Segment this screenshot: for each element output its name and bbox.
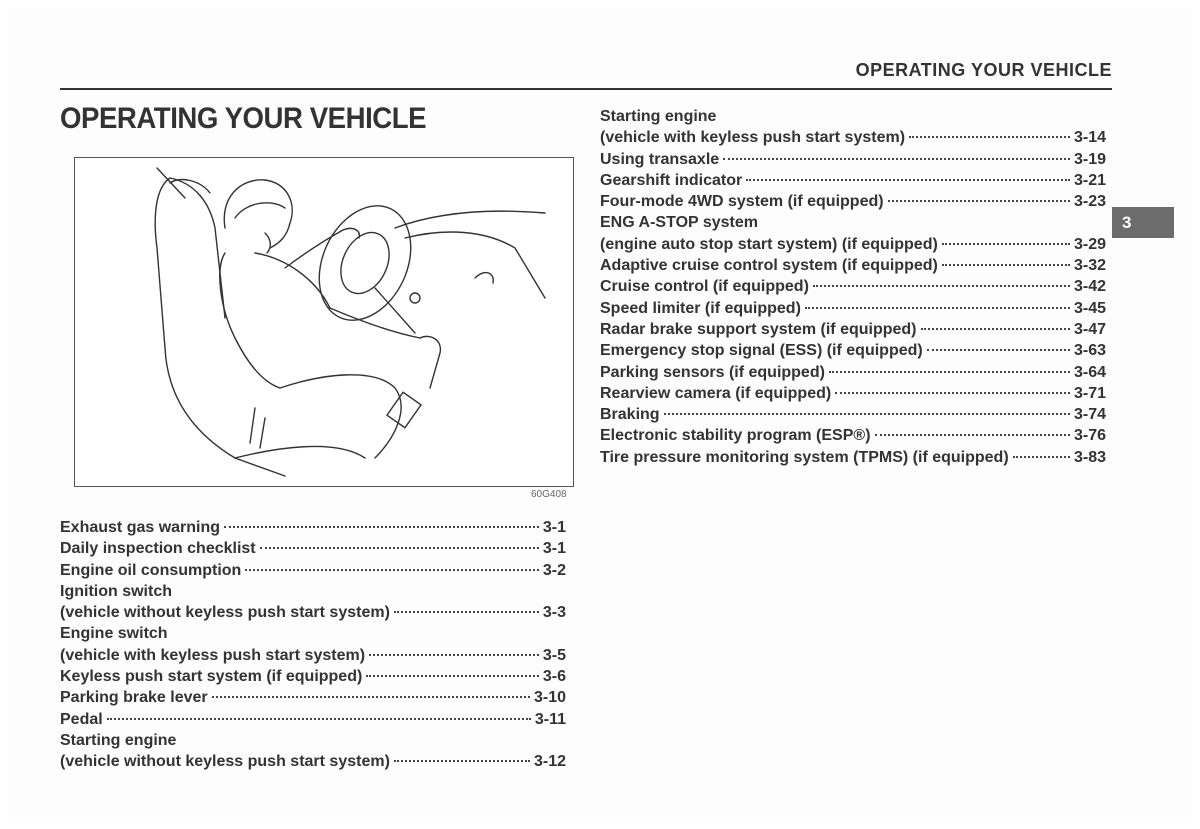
toc-entry-title: Electronic stability program (ESP®) — [600, 427, 871, 445]
toc-entry[interactable] — [60, 560, 566, 581]
toc-entry-page: 3-32 — [1073, 257, 1106, 275]
toc-entry-title: Engine switch — [60, 625, 168, 643]
head-outline — [224, 180, 292, 248]
toc-entry-page: 3-14 — [1073, 129, 1106, 147]
toc-entry-title: Keyless push start system (if equipped) — [60, 668, 363, 686]
leader-dots — [746, 179, 1070, 181]
toc-entry-title: Adaptive cruise control system (if equipped) — [600, 257, 938, 275]
toc-entry-title: (vehicle without keyless push start system) — [60, 753, 390, 771]
toc-entry[interactable] — [600, 212, 1106, 233]
leader-dots — [664, 413, 1070, 415]
leader-dots — [888, 200, 1070, 202]
toc-entry-title: Radar brake support system (if equipped) — [600, 320, 917, 338]
toc-entry-title: ENG A-STOP system — [600, 214, 758, 232]
toc-entry-page: 3-29 — [1073, 235, 1106, 253]
leader-dots — [369, 654, 539, 656]
toc-entry-page: 3-64 — [1073, 363, 1106, 381]
toc-entry[interactable] — [60, 730, 566, 751]
leader-dots — [927, 349, 1070, 351]
toc-entry[interactable] — [600, 425, 1106, 446]
toc-entry[interactable] — [60, 581, 566, 602]
toc-entry-title: Parking sensors (if equipped) — [600, 363, 825, 381]
toc-entry-title: Four-mode 4WD system (if equipped) — [600, 193, 884, 211]
toc-entry[interactable] — [60, 517, 566, 538]
leader-dots — [829, 371, 1070, 373]
toc-entry[interactable] — [600, 149, 1106, 170]
toc-entry-title: (vehicle with keyless push start system) — [600, 129, 906, 147]
leader-dots — [875, 434, 1070, 436]
leader-dots — [942, 243, 1070, 245]
toc-entry-page: 3-19 — [1073, 150, 1106, 168]
toc-entry-page: 3-23 — [1073, 193, 1106, 211]
toc-entry-page: 3-74 — [1073, 406, 1106, 424]
toc-entry-title: Pedal — [60, 710, 103, 728]
steering-wheel — [302, 191, 429, 335]
toc-entry-title: Starting engine — [60, 731, 177, 749]
toc-entry[interactable] — [60, 538, 566, 559]
leader-dots — [260, 547, 539, 549]
toc-entry[interactable] — [60, 687, 566, 708]
toc-entry-page: 3-1 — [542, 519, 566, 536]
leader-dots — [394, 611, 539, 613]
toc-entry-page: 3-42 — [1073, 278, 1106, 296]
section-title: OPERATING YOUR VEHICLE — [60, 102, 427, 135]
toc-entry[interactable] — [60, 666, 566, 687]
toc-entry-title: Emergency stop signal (ESS) (if equipped) — [600, 342, 923, 360]
toc-entry[interactable] — [600, 191, 1106, 212]
toc-entry-title: Daily inspection checklist — [60, 540, 256, 558]
leader-dots — [723, 158, 1070, 160]
toc-entry-title: (engine auto stop start system) (if equipped) — [600, 235, 938, 253]
toc-entry-title: Ignition switch — [60, 582, 172, 600]
toc-entry[interactable] — [600, 383, 1106, 404]
leader-dots — [245, 569, 539, 571]
toc-entry-title: Gearshift indicator — [600, 171, 743, 189]
toc-entry-title: Starting engine — [600, 108, 717, 125]
leader-dots — [107, 718, 531, 720]
toc-entry[interactable] — [600, 234, 1106, 255]
toc-entry-title: Exhaust gas warning — [60, 519, 221, 536]
toc-entry-title: Cruise control (if equipped) — [600, 278, 809, 296]
toc-entry-page: 3-1 — [542, 540, 566, 558]
toc-entry-title: (vehicle without keyless push start system) — [60, 604, 390, 622]
toc-entry-page: 3-6 — [542, 668, 566, 686]
toc-entry[interactable] — [600, 127, 1106, 148]
toc-entry[interactable] — [600, 362, 1106, 383]
leader-dots — [224, 526, 539, 528]
toc-entry[interactable] — [600, 255, 1106, 276]
toc-entry-title: Rearview camera (if equipped) — [600, 384, 832, 402]
toc-entry-title: Speed limiter (if equipped) — [600, 299, 801, 317]
toc-entry-page: 3-71 — [1073, 384, 1106, 402]
leader-dots — [942, 264, 1070, 266]
toc-entry[interactable] — [600, 340, 1106, 361]
toc-entry[interactable] — [600, 404, 1106, 425]
toc-entry-title: Engine oil consumption — [60, 561, 242, 579]
toc-entry-page: 3-45 — [1073, 299, 1106, 317]
toc-entry-page: 3-12 — [533, 753, 566, 771]
toc-entry[interactable] — [600, 170, 1106, 191]
leader-dots — [366, 675, 539, 677]
toc-entry[interactable] — [60, 602, 566, 623]
toc-entry-page: 3-47 — [1073, 320, 1106, 338]
leader-dots — [1013, 456, 1070, 458]
chapter-tab[interactable]: 3 — [1112, 207, 1174, 238]
toc-entry-page: 3-11 — [534, 710, 566, 728]
toc-entry[interactable] — [60, 645, 566, 666]
toc-entry[interactable] — [600, 319, 1106, 340]
seat-outline — [155, 178, 285, 476]
toc-entry-page: 3-2 — [542, 561, 566, 579]
toc-entry[interactable] — [600, 106, 1106, 127]
toc-entry-page: 3-83 — [1073, 448, 1106, 466]
leader-dots — [394, 760, 530, 762]
driver-illustration — [74, 157, 574, 487]
leader-dots — [921, 328, 1070, 330]
toc-entry[interactable] — [600, 447, 1106, 468]
toc-entry-page: 3-3 — [542, 604, 566, 622]
toc-entry-title: Parking brake lever — [60, 689, 208, 707]
leader-dots — [212, 696, 530, 698]
toc-entry-title: (vehicle with keyless push start system) — [60, 646, 366, 664]
leader-dots — [813, 285, 1070, 287]
figure-code: 60G408 — [531, 489, 567, 500]
toc-left-column — [60, 517, 566, 773]
toc-entry[interactable] — [600, 276, 1106, 297]
toc-entry-page: 3-5 — [542, 646, 566, 664]
toc-entry-title: Tire pressure monitoring system (TPMS) (if equipped) — [600, 448, 1009, 466]
toc-entry[interactable] — [60, 623, 566, 644]
header-rule — [60, 88, 1112, 90]
toc-entry-page: 3-10 — [533, 689, 566, 707]
toc-entry-page: 3-76 — [1073, 427, 1106, 445]
leader-dots — [835, 392, 1070, 394]
toc-entry-title: Using transaxle — [600, 150, 720, 168]
toc-entry-page: 3-63 — [1073, 342, 1106, 360]
running-header: OPERATING YOUR VEHICLE — [855, 60, 1112, 80]
toc-entry[interactable] — [60, 709, 566, 730]
toc-entry[interactable] — [600, 298, 1106, 319]
toc-entry-title: Braking — [600, 406, 660, 424]
toc-right-column — [600, 106, 1106, 468]
leader-dots — [805, 307, 1070, 309]
leader-dots — [909, 136, 1070, 138]
toc-entry[interactable] — [60, 751, 566, 772]
toc-entry-page: 3-21 — [1073, 171, 1106, 189]
